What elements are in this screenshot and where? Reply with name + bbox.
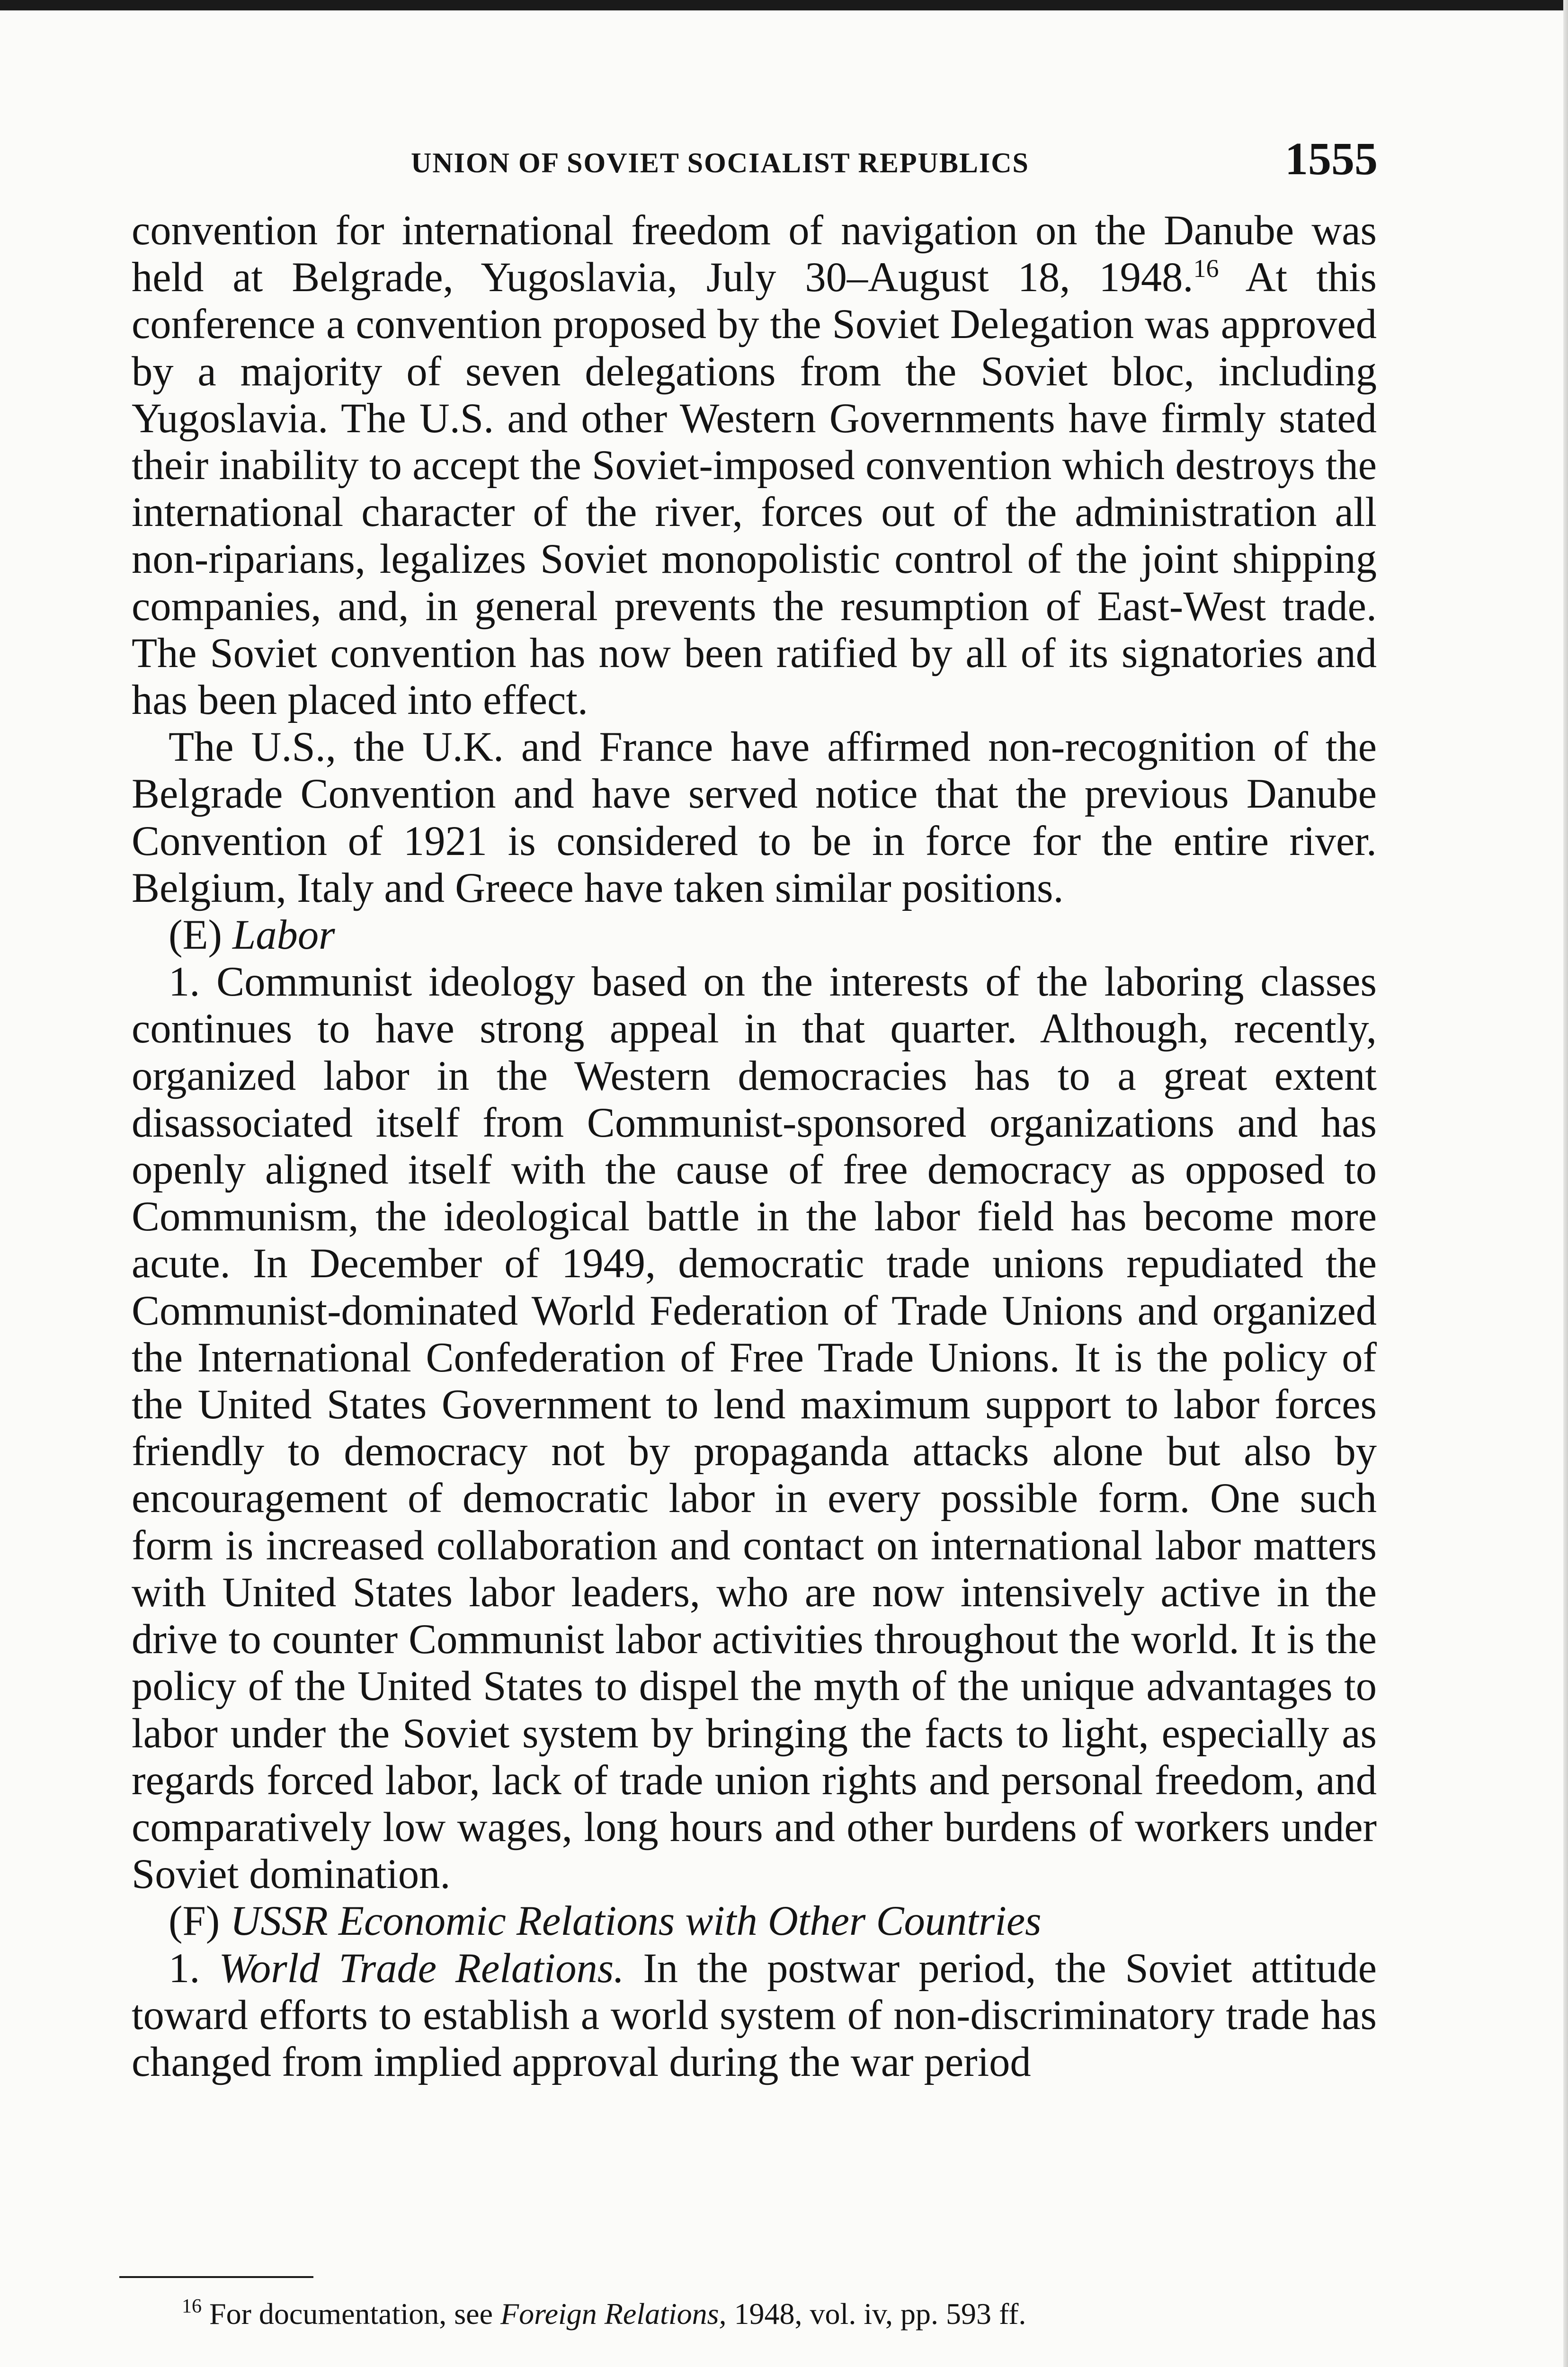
footnote — [182, 2295, 1026, 2333]
footnote-reference: 16 — [1193, 254, 1219, 283]
document-page — [132, 133, 1377, 2086]
paragraph-labor: 1. Communist ideology based on the interests of the laboring classes continues to have strong appeal in that quarter. Although, recently, organized labor in the Western democracies has to a great extent disassociated itself from Communist-sponsored organizations and has openly aligned itself with the cause of free democracy as opposed to Communism, the ideological battle in the labor field has become more acute. In December of 1949, democratic trade unions repudiated the Communist-dominated World Federation of Trade Unions and organized the International Confederation of Free Trade Unions. It is the policy of the United States Government to lend maximum support to labor forces friendly to democracy not by propaganda attacks alone but also by encouragement of democratic labor in every possible form. One such form is increased collaboration and contact on international labor matters with United States labor leaders, who are now intensively active in the drive to counter Communist labor activities throughout the world. It is the policy of the United States to dispel the myth of the unique advantages to labor under the Soviet system by bringing the facts to light, especially as regards forced labor, lack of trade union rights and personal freedom, and comparatively low wages, long hours and other burdens of workers under Soviet domination. — [132, 959, 1377, 1898]
section-title: Labor — [232, 912, 335, 959]
page-number: 1555 — [1285, 133, 1378, 185]
paragraph-non-recognition: The U.S., the U.K. and France have affirmed non-recognition of the Belgrade Convention and have served notice that the previous Danube Convention of 1921 is considered to be in force for the entire river. Belgium, Italy and Greece have taken similar positions. — [132, 724, 1377, 911]
section-title: USSR Economic Relations with Other Countries — [230, 1898, 1042, 1945]
section-marker: (F) — [169, 1898, 220, 1945]
footnote-source: Foreign Relations, — [500, 2297, 727, 2331]
scan-top-edge — [0, 0, 1568, 10]
section-marker: (E) — [169, 912, 223, 959]
paragraph-text: convention for international freedom of navigation on the Danube was held at Belgrade, Yugoslavia, July 30–August 18, 1948. — [132, 207, 1377, 301]
item-number: 1. — [169, 1945, 200, 1992]
section-heading-economic-relations — [132, 1898, 1377, 1945]
paragraph-world-trade — [132, 1945, 1377, 2086]
scan-right-edge — [1563, 0, 1568, 2367]
item-title: World Trade Relations. — [219, 1945, 624, 1992]
running-head — [132, 133, 1377, 189]
section-heading-labor — [132, 912, 1377, 959]
running-title: UNION OF SOVIET SOCIALIST REPUBLICS — [411, 147, 1029, 178]
footnote-suffix: 1948, vol. iv, pp. 593 ff. — [726, 2297, 1026, 2331]
footnote-rule — [119, 2276, 313, 2278]
body-text — [132, 207, 1377, 2086]
paragraph-danube-convention — [132, 207, 1377, 724]
paragraph-text: At this conference a convention proposed by the Soviet Delegation was approved by a majority of seven delegations from the Soviet bloc, including Yugoslavia. The U.S. and other Western Governments have firmly stated their inability to accept the Soviet-imposed convention which destroys the international character of the river, forces out of the administration all non-riparians, legalizes Soviet monopolistic control of the joint shipping companies, and, in general prevents the resumption of East-West trade. The Soviet convention has now been ratified by all of its signatories and has been placed into effect. — [132, 254, 1377, 724]
footnote-prefix: For documentation, see — [202, 2297, 500, 2331]
footnote-number: 16 — [182, 2296, 202, 2317]
paragraph-text: In the postwar period, the Soviet attitude toward efforts to establish a world system of non-discriminatory trade has changed from implied approval during the war period — [132, 1945, 1377, 2085]
